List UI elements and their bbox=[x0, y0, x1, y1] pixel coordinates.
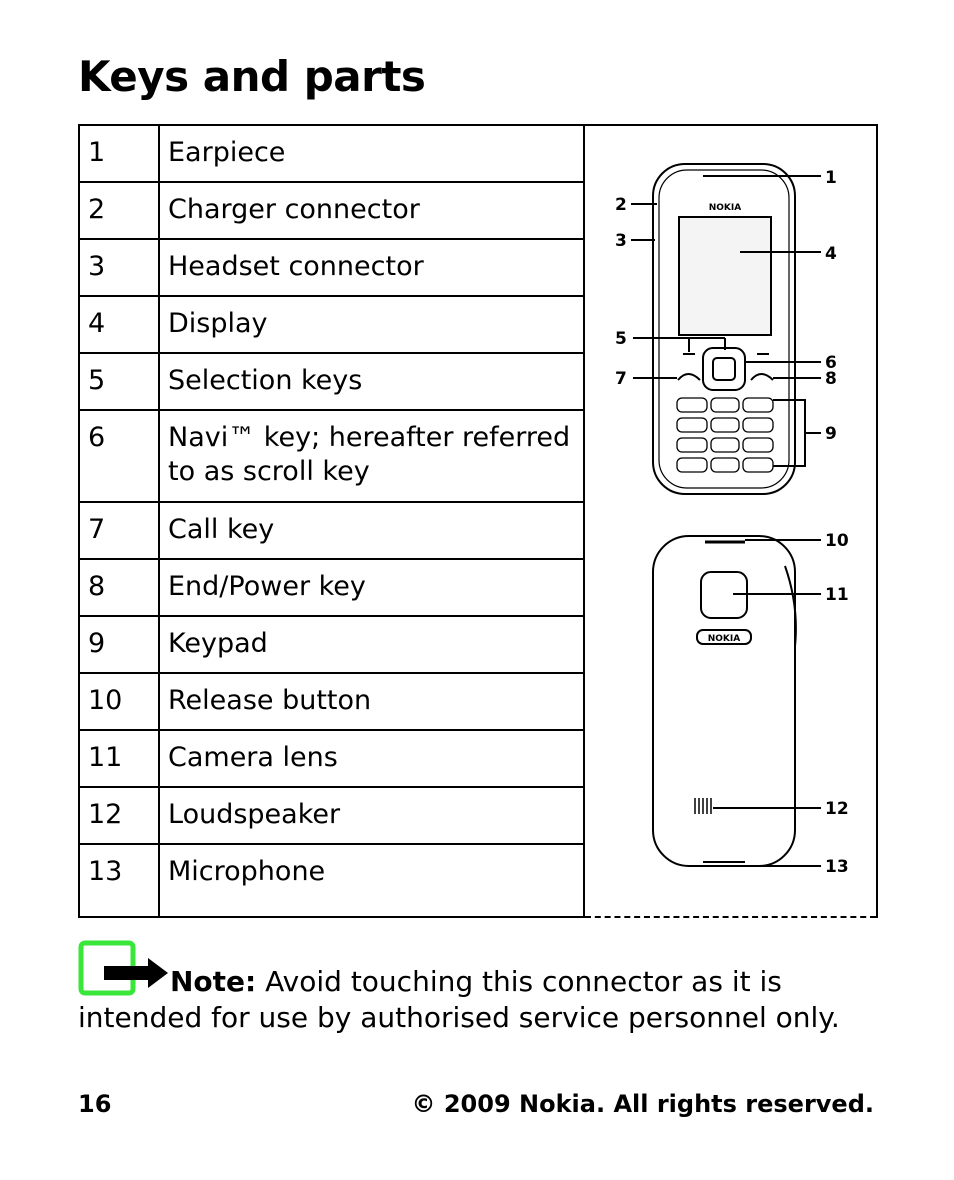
note-heading: Note: bbox=[170, 965, 257, 998]
part-number: 9 bbox=[79, 616, 159, 673]
callout-2: 2 bbox=[615, 195, 627, 215]
part-number: 13 bbox=[79, 844, 159, 917]
callout-12: 12 bbox=[825, 799, 849, 819]
callout-7: 7 bbox=[615, 369, 627, 389]
part-label: Call key bbox=[159, 502, 584, 559]
phone-diagram-cell bbox=[584, 125, 877, 917]
part-label: Loudspeaker bbox=[159, 787, 584, 844]
part-number: 11 bbox=[79, 730, 159, 787]
callout-3: 3 bbox=[615, 231, 627, 251]
callout-11: 11 bbox=[825, 585, 849, 605]
callout-10: 10 bbox=[825, 531, 849, 551]
page-title: Keys and parts bbox=[78, 52, 426, 101]
part-number: 6 bbox=[79, 410, 159, 502]
part-label: Release button bbox=[159, 673, 584, 730]
note-block bbox=[78, 940, 878, 1036]
note-text: Avoid touching this connector as it is intended for use by authorised service personnel only. bbox=[78, 965, 840, 1034]
copyright: © 2009 Nokia. All rights reserved. bbox=[411, 1090, 874, 1118]
brand-back: NOKIA bbox=[707, 634, 741, 644]
part-number: 4 bbox=[79, 296, 159, 353]
part-label: Charger connector bbox=[159, 182, 584, 239]
callout-1: 1 bbox=[825, 168, 837, 188]
callout-13: 13 bbox=[825, 857, 849, 877]
parts-table bbox=[78, 124, 878, 918]
phone-diagram bbox=[585, 126, 877, 912]
callout-9: 9 bbox=[825, 424, 837, 444]
part-number: 7 bbox=[79, 502, 159, 559]
part-number: 10 bbox=[79, 673, 159, 730]
part-label: Navi™ key; hereafter referred to as scroll key bbox=[159, 410, 584, 502]
part-label: End/Power key bbox=[159, 559, 584, 616]
brand-front: NOKIA bbox=[708, 203, 742, 213]
note-icon bbox=[78, 940, 170, 1000]
part-number: 12 bbox=[79, 787, 159, 844]
callout-6: 6 bbox=[825, 353, 837, 373]
part-number: 2 bbox=[79, 182, 159, 239]
part-number: 1 bbox=[79, 125, 159, 182]
part-number: 5 bbox=[79, 353, 159, 410]
part-number: 3 bbox=[79, 239, 159, 296]
callout-8: 8 bbox=[825, 369, 837, 389]
part-label: Display bbox=[159, 296, 584, 353]
table-row bbox=[79, 125, 877, 182]
part-label: Headset connector bbox=[159, 239, 584, 296]
part-label: Earpiece bbox=[159, 125, 584, 182]
part-label: Microphone bbox=[159, 844, 584, 917]
part-number: 8 bbox=[79, 559, 159, 616]
callout-5: 5 bbox=[615, 329, 627, 349]
page-number: 16 bbox=[78, 1090, 112, 1118]
part-label: Keypad bbox=[159, 616, 584, 673]
callout-4: 4 bbox=[825, 244, 837, 264]
part-label: Camera lens bbox=[159, 730, 584, 787]
phone-front bbox=[653, 164, 795, 494]
phone-back bbox=[653, 536, 796, 866]
part-label: Selection keys bbox=[159, 353, 584, 410]
